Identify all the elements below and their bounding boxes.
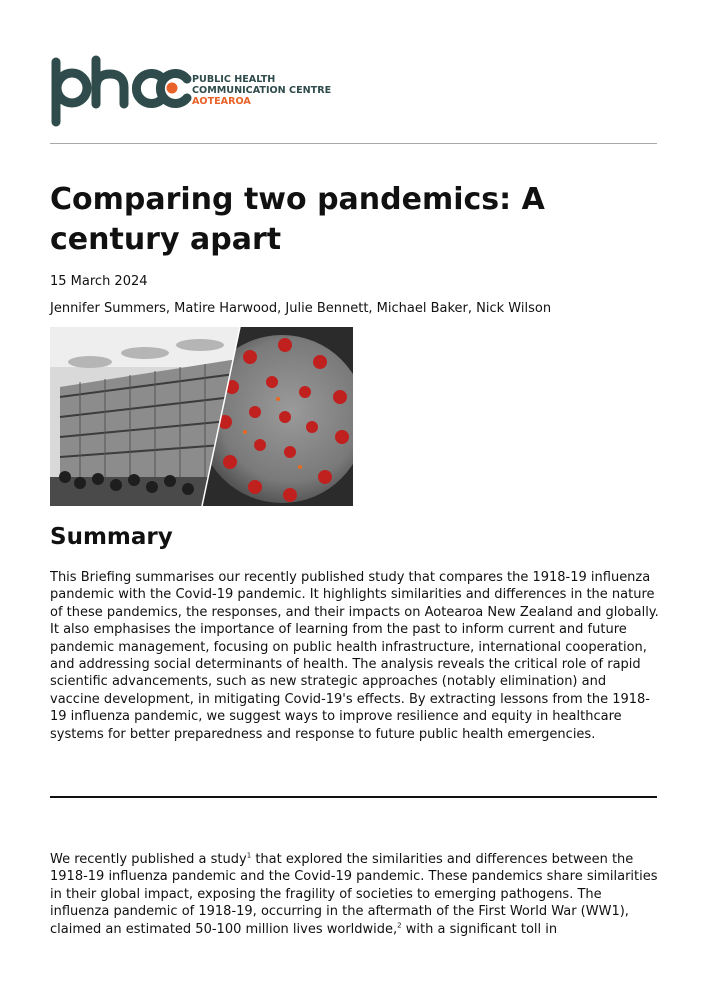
- hero-image: [50, 327, 353, 506]
- section-divider: [50, 796, 657, 798]
- footnote-ref-2[interactable]: 2: [397, 921, 402, 930]
- footnote-ref-1[interactable]: 1: [246, 851, 252, 860]
- body-text-2: that explored the similarities and differences between the 1918-19 influenza pandemic and the Covid-19 pandemic. These pandemics share similarities in their global impact, exposing the fragility of societies to emerging pathogens. The influenza pandemic of 1918-19, occurring in the aftermath of the First World War (WW1), claimed an estimated 50-100 million lives worldwide,: [50, 852, 658, 937]
- page-title: Comparing two pandemics: A century apart: [50, 182, 545, 257]
- logo-wordmark: [192, 74, 331, 107]
- author-list: Jennifer Summers, Matire Harwood, Julie Bennett, Michael Baker, Nick Wilson: [50, 301, 552, 316]
- summary-heading: Summary: [50, 524, 173, 550]
- body-text-3: with a significant toll in: [401, 921, 558, 937]
- logo-line-1: PUBLIC HEALTH: [192, 74, 276, 85]
- logo-line-3: AOTEAROA: [192, 96, 251, 107]
- body-text-1: We recently published a study: [50, 852, 247, 867]
- body-paragraph: [50, 851, 660, 938]
- logo-line-2: COMMUNICATION CENTRE: [192, 85, 332, 96]
- publish-date: 15 March 2024: [50, 274, 148, 289]
- summary-paragraph: This Briefing summarises our recently published study that compares the 1918-19 influenza pandemic with the Covid-19 pandemic. It highlights similarities and differences in the nature of these pandemics, the responses, and their impacts on Aotearoa New Zealand and globally. It also emphasises the importance of learning from the past to inform current and future pandemic management, focusing on public health infrastructure, international cooperation, and addressing social determinants of health. The analysis reveals the critical role of rapid scientific advancements, such as new strategic approaches (notably elimination) and vaccine development, in mitigating Covid-19's effects. By extracting lessons from the 1918-19 influenza pandemic, we suggest ways to improve resilience and equity in healthcare systems for better preparedness and response to future public health emergencies.: [50, 570, 659, 742]
- header-divider: [50, 143, 657, 144]
